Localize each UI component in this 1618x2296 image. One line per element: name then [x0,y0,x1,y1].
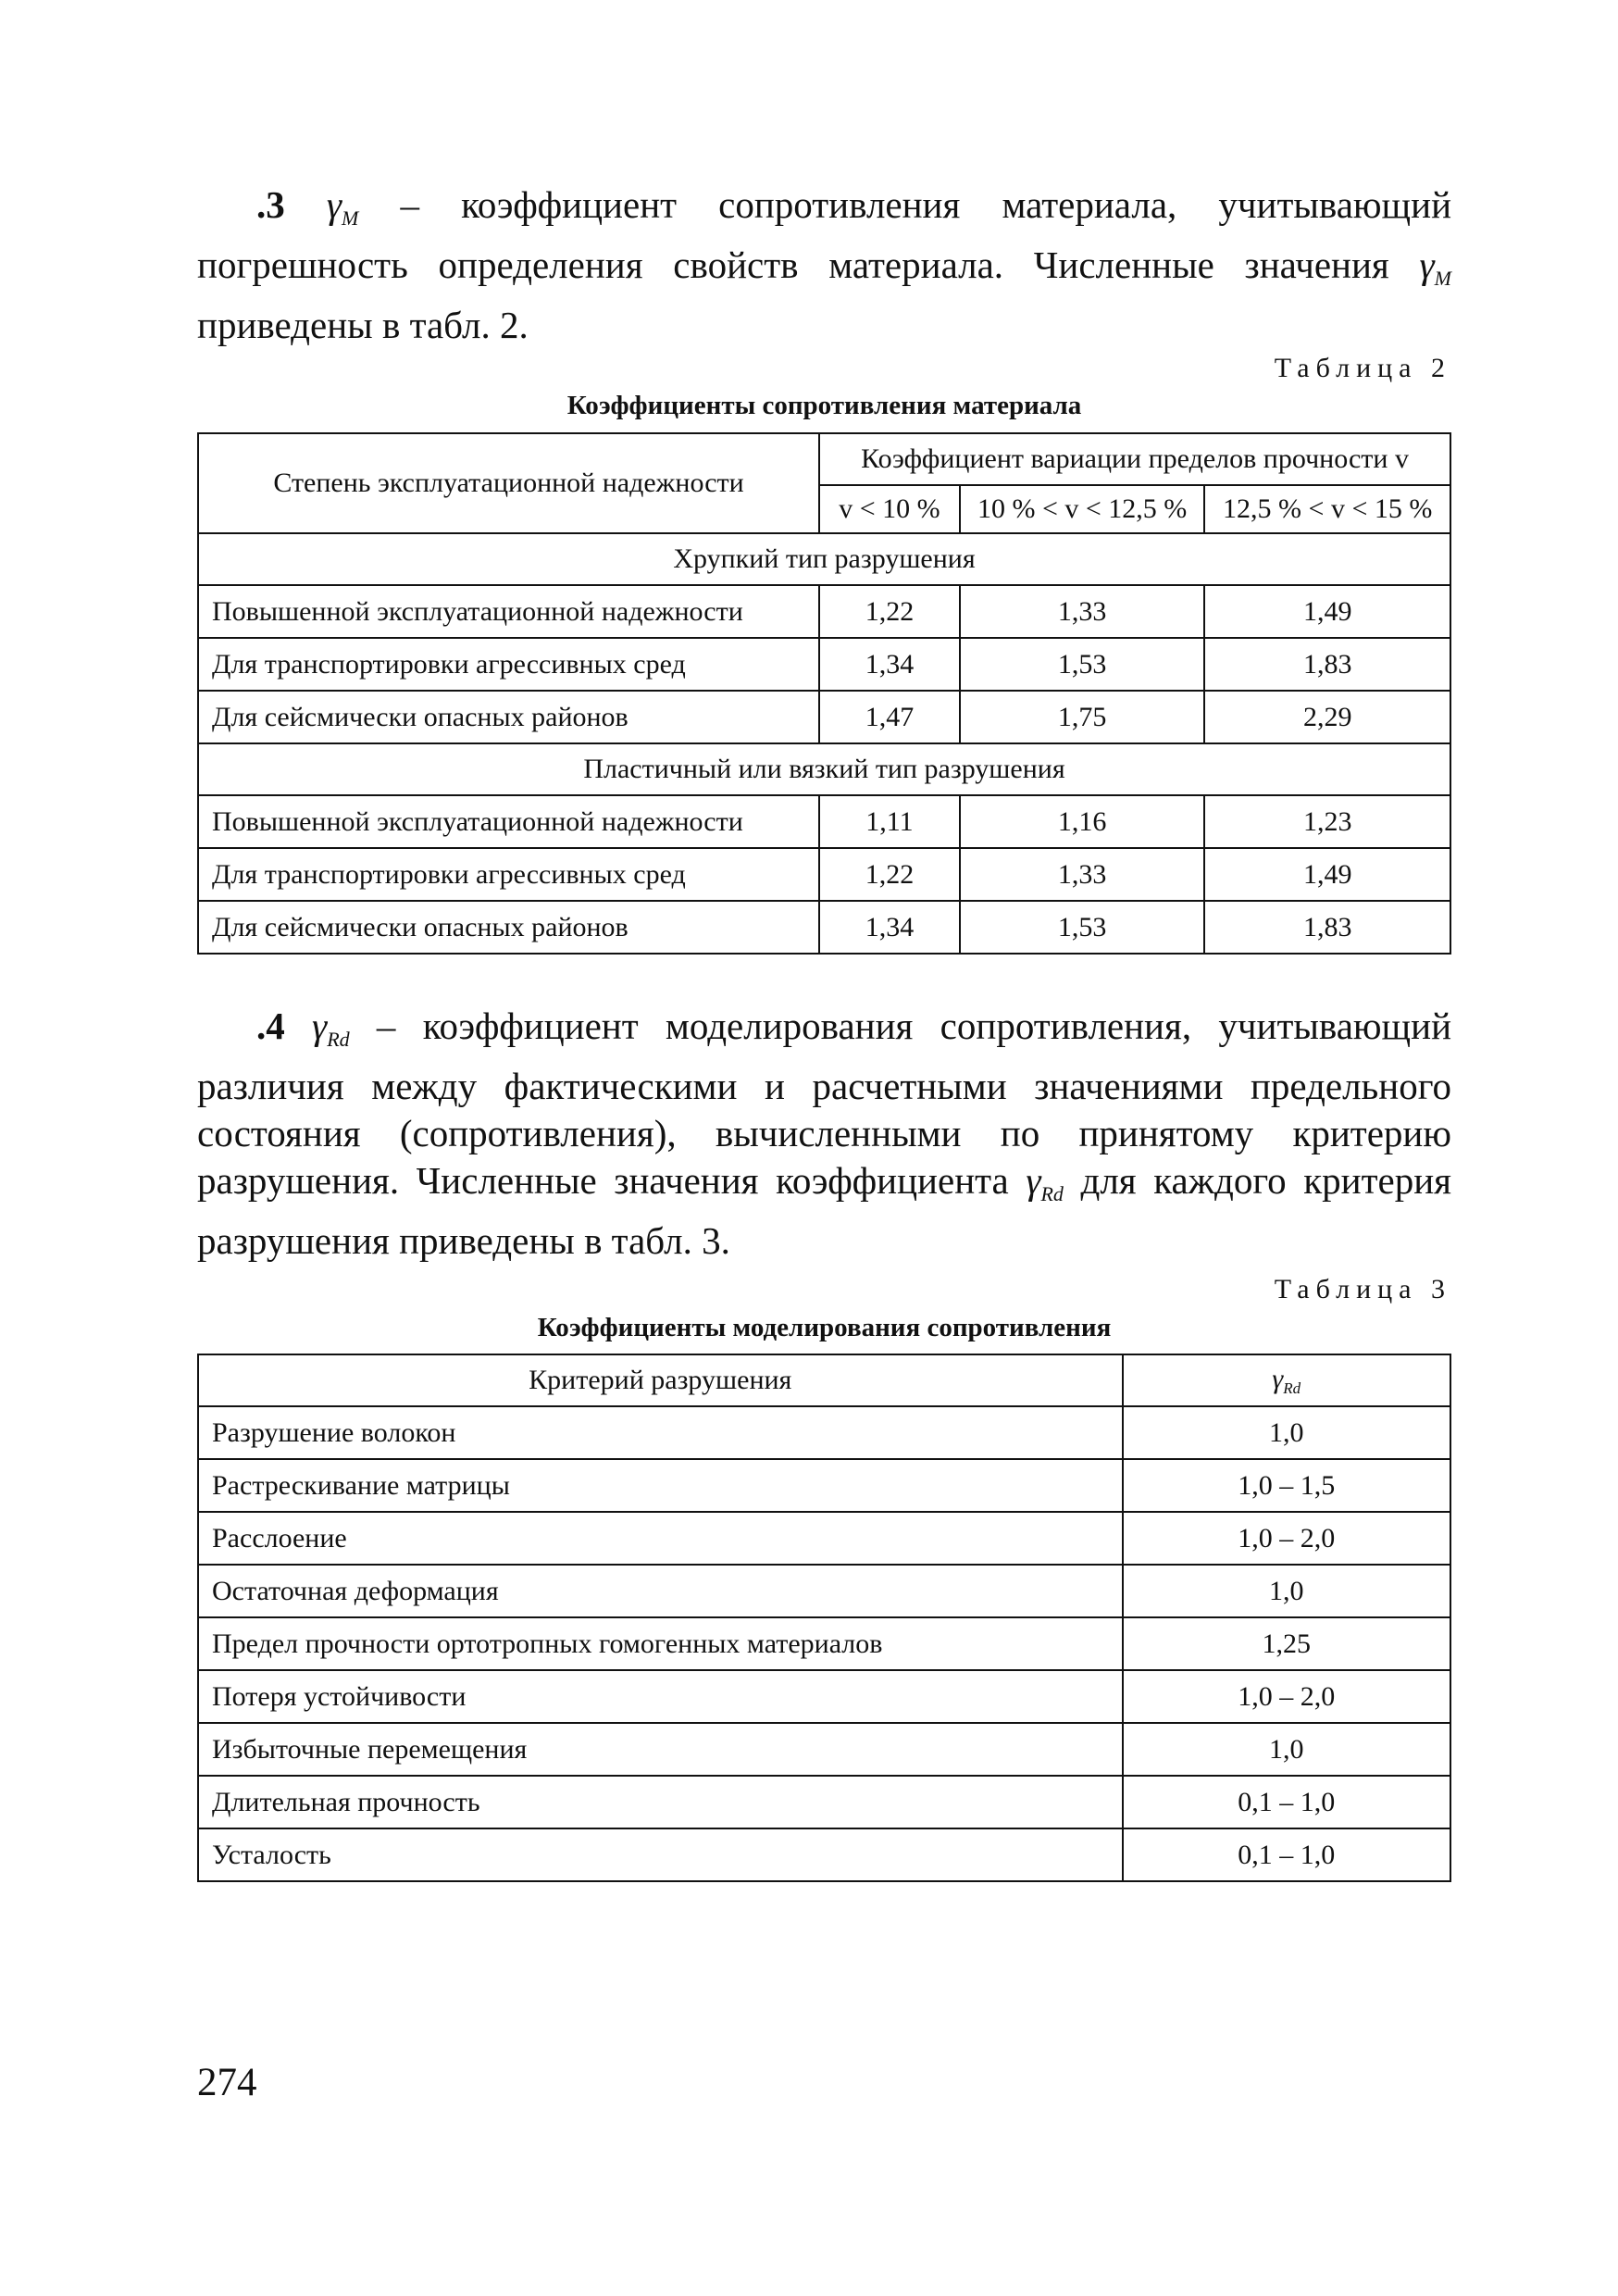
cell-value: 1,0 [1123,1723,1450,1776]
row-label: Предел прочности ортотропных гомогенных материалов [198,1617,1123,1670]
gamma-subscript: Rd [327,1028,350,1051]
row-label: Разрушение волокон [198,1406,1123,1459]
row-label: Потеря устойчивости [198,1670,1123,1723]
cell-value: 0,1 – 1,0 [1123,1828,1450,1881]
cell-value: 1,22 [819,848,960,901]
header-row-label: Степень эксплуатационной надежности [198,433,819,533]
cell-value: 1,22 [819,585,960,638]
cell-value: 1,0 [1123,1565,1450,1617]
column-header: v < 10 % [819,485,960,533]
table-3-title: Коэффициенты моделирования сопротивления [537,1313,1112,1342]
gamma-symbol: γ [312,1004,328,1047]
row-label: Усталость [198,1828,1123,1881]
row-label: Для сейсмически опасных районов [198,901,819,954]
row-label: Избыточные перемещения [198,1723,1123,1776]
gamma-symbol: γ [1419,243,1435,286]
cell-value: 1,33 [960,585,1205,638]
page-number: 274 [197,2061,257,2104]
gamma-symbol: γ [1026,1159,1041,1202]
cell-value: 1,25 [1123,1617,1450,1670]
table-3 [197,1354,1451,1882]
row-label: Для транспортировки агрессивных сред [198,848,819,901]
section-row: Пластичный или вязкий тип разрушения [198,743,1450,795]
table-2-label: Таблица 2 [1274,353,1451,383]
paragraph-text: – коэффициент сопротивления материала, учитывающий погрешность определения свойств материала. Численные значения [197,183,1452,286]
column-header: Критерий разрушения [198,1354,1123,1406]
cell-value: 1,47 [819,691,960,743]
column-header: 12,5 % < v < 15 % [1204,485,1450,533]
paragraph-number: .3 [256,183,285,226]
column-header-gamma [1123,1354,1450,1406]
cell-value: 1,53 [960,901,1205,954]
cell-value: 1,0 – 2,0 [1123,1670,1450,1723]
cell-value: 2,29 [1204,691,1450,743]
cell-value: 1,0 [1123,1406,1450,1459]
cell-value: 1,49 [1204,585,1450,638]
paragraph-4 [197,1003,1451,1265]
gamma-subscript: M [1434,267,1451,290]
gamma-symbol: γ [1272,1363,1284,1394]
row-label: Для сейсмически опасных районов [198,691,819,743]
cell-value: 0,1 – 1,0 [1123,1776,1450,1828]
row-label: Длительная прочность [198,1776,1123,1828]
row-label: Расслоение [198,1512,1123,1565]
table-2 [197,432,1451,955]
gamma-subscript: M [342,206,359,230]
table-2-title: Коэффициенты сопротивления материала [566,391,1082,420]
paragraph-text: – коэффициент моделирования сопротивления, учитывающий различия между фактическими и расчетными значениями предельного состояния (сопротивления), вычисленными по принятому критерию разрушения. Численные значения коэффициента [197,1004,1452,1202]
cell-value: 1,34 [819,901,960,954]
cell-value: 1,83 [1204,901,1450,954]
cell-value: 1,23 [1204,795,1450,848]
cell-value: 1,75 [960,691,1205,743]
cell-value: 1,11 [819,795,960,848]
paragraph-number: .4 [256,1004,285,1047]
paragraph-text: приведены в табл. 2. [197,304,529,346]
row-label: Повышенной эксплуатационной надежности [198,585,819,638]
gamma-subscript: Rd [1283,1379,1301,1397]
cell-value: 1,53 [960,638,1205,691]
cell-value: 1,16 [960,795,1205,848]
paragraph-text: для каждого критерия разрушения приведены в табл. 3. [197,1159,1452,1262]
gamma-symbol: γ [326,183,342,226]
cell-value: 1,49 [1204,848,1450,901]
row-label: Для транспортировки агрессивных сред [198,638,819,691]
table-3-label: Таблица 3 [1274,1274,1451,1304]
cell-value: 1,0 – 2,0 [1123,1512,1450,1565]
column-header: 10 % < v < 12,5 % [960,485,1205,533]
cell-value: 1,34 [819,638,960,691]
section-row: Хрупкий тип разрушения [198,533,1450,585]
cell-value: 1,33 [960,848,1205,901]
row-label: Растрескивание матрицы [198,1459,1123,1512]
cell-value: 1,83 [1204,638,1450,691]
row-label: Остаточная деформация [198,1565,1123,1617]
gamma-subscript: Rd [1040,1182,1064,1205]
header-group: Коэффициент вариации пределов прочности v [819,433,1450,485]
paragraph-3 [197,181,1451,349]
row-label: Повышенной эксплуатационной надежности [198,795,819,848]
cell-value: 1,0 – 1,5 [1123,1459,1450,1512]
